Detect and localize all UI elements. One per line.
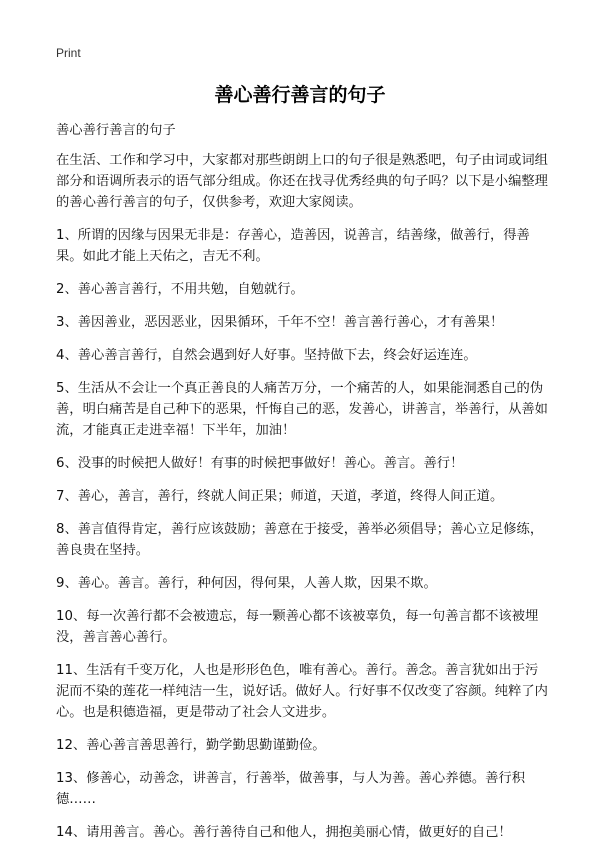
list-item: 6、没事的时候把人做好！有事的时候把事做好！善心。善言。善行！	[56, 456, 464, 471]
list-item: 14、请用善言。善心。善行善待自己和他人，拥抱美丽心情，做更好的自己！	[56, 825, 512, 840]
list-item: 2、善心善言善行，不用共勉，自勉就行。	[56, 282, 304, 297]
list-item: 11、生活有千变万化，人也是形形色色，唯有善心。善行。善念。善言犹如出于污泥而不染的莲花一样纯洁一生，说好话。做好人。行好事不仅改变了容颜。纯粹了内心。也是积德造福，更是带动了社会人文进步。	[56, 663, 548, 720]
intro-paragraph: 在生活、工作和学习中，大家都对那些朗朗上口的句子很是熟悉吧，句子由词或词组部分和语调所表示的语气部分组成。你还在找寻优秀经典的句子吗？以下是小编整理的善心善行善言的句子，仅供参考，欢迎大家阅读。	[56, 153, 548, 210]
list-item: 8、善言值得肯定，善行应该鼓励；善意在于接受，善举必须倡导；善心立足修练，善良贵在坚持。	[56, 522, 544, 558]
print-link[interactable]: Print	[56, 46, 81, 60]
document-subtitle: 善心善行善言的句子	[56, 123, 176, 138]
list-item: 3、善因善业，恶因恶业，因果循环，千年不空！善言善行善心，才有善果！	[56, 315, 504, 330]
list-item: 7、善心，善言，善行，终就人间正果；师道，天道，孝道，终得人间正道。	[56, 489, 504, 504]
list-item: 5、生活从不会让一个真正善良的人痛苦万分，一个痛苦的人，如果能洞悉自己的伪善，明白痛苦是自己种下的恶果，忏悔自己的恶，发善心，讲善言，举善行，从善如流，才能真正走进幸福！下半年，加油！	[56, 381, 548, 438]
document-title: 善心善行善言的句子	[214, 84, 386, 106]
list-item: 13、修善心，动善念，讲善言，行善举，做善事，与人为善。善心养德。善行积德……	[56, 771, 526, 807]
list-item: 4、善心善言善行，自然会遇到好人好事。坚持做下去，终会好运连连。	[56, 348, 477, 363]
list-item: 1、所谓的因缘与因果无非是：存善心，造善因，说善言，结善缘，做善行，得善果。如此才能上天佑之，吉无不利。	[56, 228, 530, 264]
document-body	[56, 120, 550, 855]
list-item: 10、每一次善行都不会被遗忘，每一颗善心都不该被辜负，每一句善言都不该被埋没，善言善心善行。	[56, 609, 539, 645]
list-item: 9、善心。善言。善行，种何因，得何果，人善人欺，因果不欺。	[56, 576, 437, 591]
list-item: 12、善心善言善思善行，勤学勤思勤谨勤俭。	[56, 738, 326, 753]
